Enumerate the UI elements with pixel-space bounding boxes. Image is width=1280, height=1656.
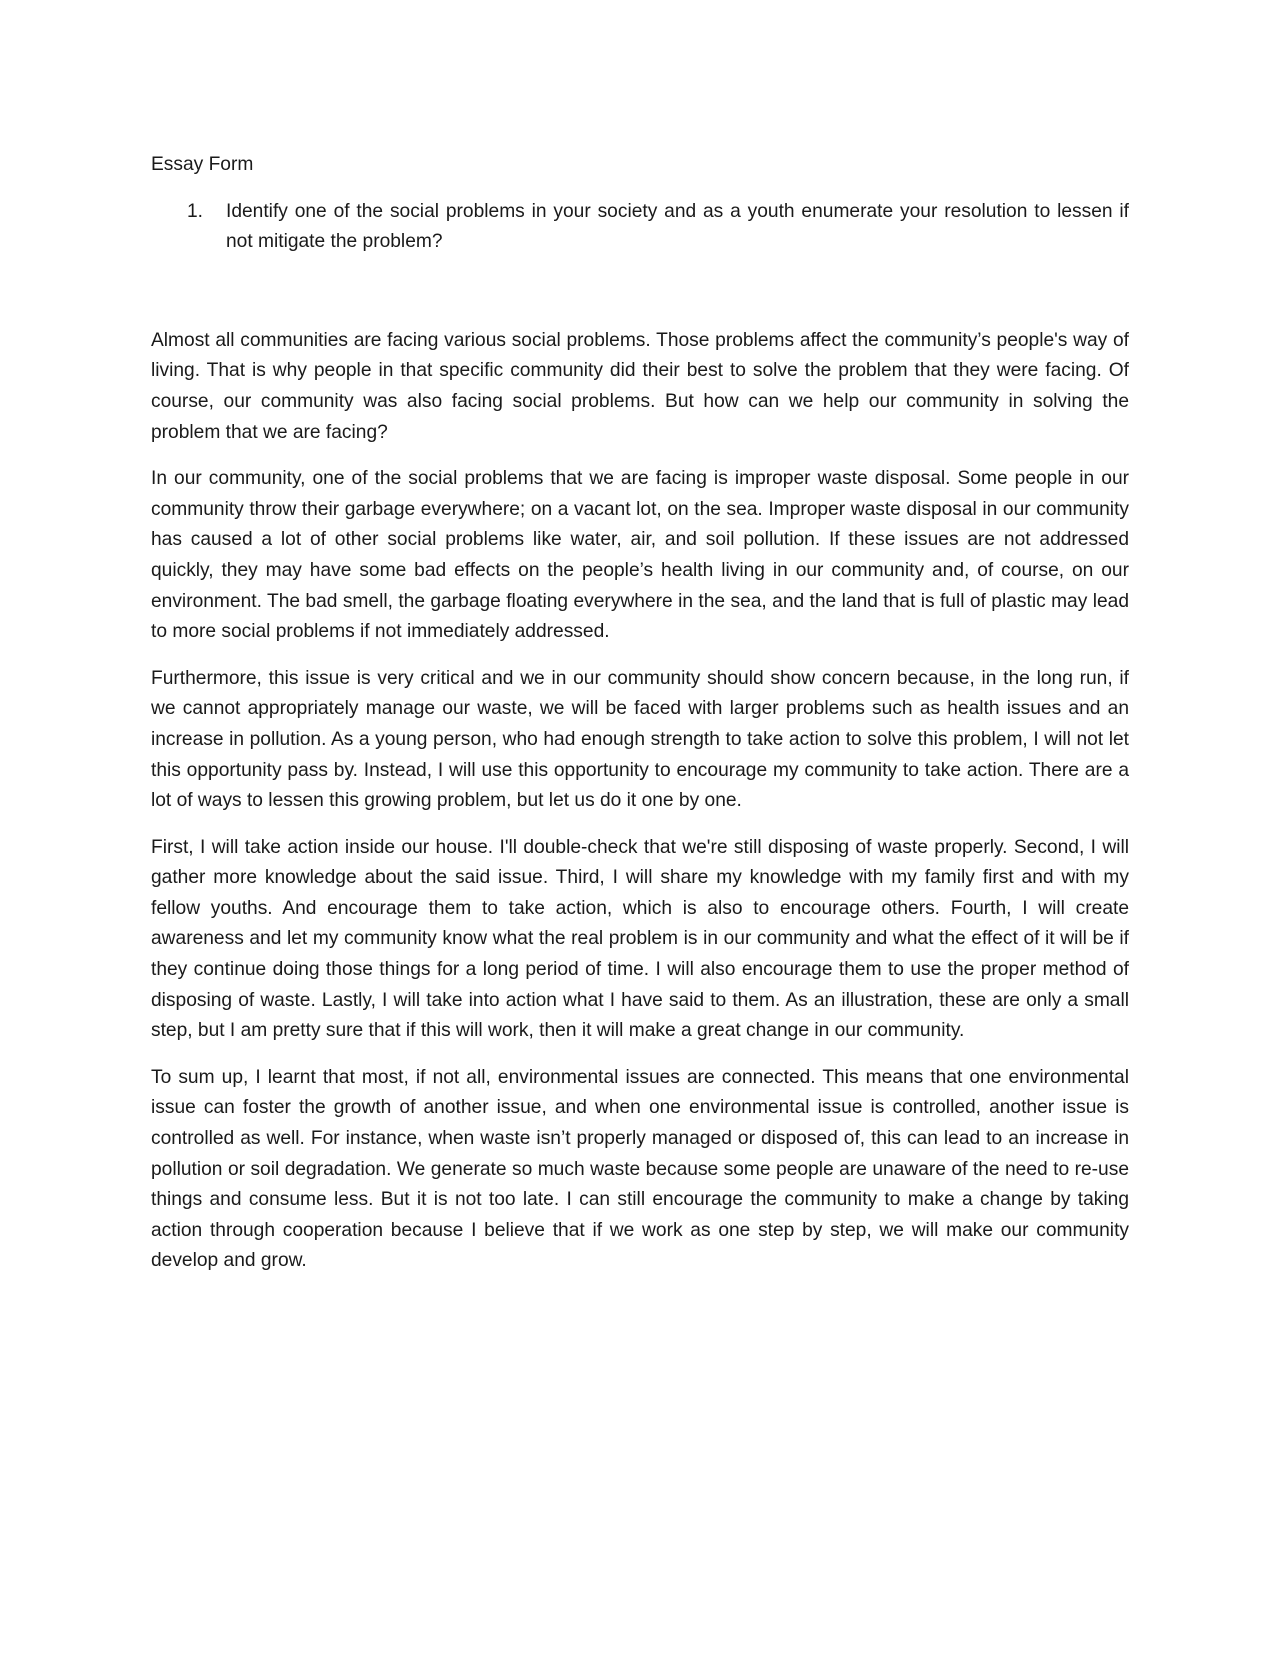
essay-paragraph: First, I will take action inside our house. I'll double-check that we're still disposing of waste properly. Second, I will gather more knowledge about the said issue. Third, I will share my knowledge with my family first and with my fellow youths. And encourage them to take action, which is also to encourage others. Fourth, I will create awareness and let my community know what the real problem is in our community and what the effect of it will be if they continue doing those things for a long period of time. I will also encourage them to use the proper method of disposing of waste. Lastly, I will take into action what I have said to them. As an illustration, these are only a small step, but I am pretty sure that if this will work, then it will make a great change in our community. <box>151 836 1129 1042</box>
document-heading: Essay Form <box>151 154 254 175</box>
question-text: Identify one of the social problems in your society and as a youth enumerate your resolution to lessen if not mitigate the problem? <box>226 200 1129 253</box>
essay-paragraph: Furthermore, this issue is very critical and we in our community should show concern because, in the long run, if we cannot appropriately manage our waste, we will be faced with larger problems such as health issues and an increase in pollution. As a young person, who had enough strength to take action to solve this problem, I will not let this opportunity pass by. Instead, I will use this opportunity to encourage my community to take action. There are a lot of ways to lessen this growing problem, but let us do it one by one. <box>151 667 1129 812</box>
essay-paragraph: In our community, one of the social problems that we are facing is improper waste disposal. Some people in our community throw their garbage everywhere; on a vacant lot, on the sea. Improper waste disposal in our community has caused a lot of other social problems like water, air, and soil pollution. If these issues are not addressed quickly, they may have some bad effects on the people’s health living in our community and, of course, on our environment. The bad smell, the garbage floating everywhere in the sea, and the land that is full of plastic may lead to more social problems if not immediately addressed. <box>151 468 1129 643</box>
essay-paragraph: To sum up, I learnt that most, if not all, environmental issues are connected. This means that one environmental issue can foster the growth of another issue, and when one environmental issue is controlled, another issue is controlled as well. For instance, when waste isn’t properly managed or disposed of, this can lead to an increase in pollution or soil degradation. We generate so much waste because some people are unaware of the need to re-use things and consume less. But it is not too late. I can still encourage the community to make a change by taking action through cooperation because I believe that if we work as one step by step, we will make our community develop and grow. <box>151 1066 1129 1272</box>
essay-paragraph: Almost all communities are facing various social problems. Those problems affect the community’s people's way of living. That is why people in that specific community did their best to solve the problem that they were facing. Of course, our community was also facing social problems. But how can we help our community in solving the problem that we are facing? <box>151 329 1129 443</box>
document-page <box>151 150 1129 1293</box>
question-number: 1. <box>187 200 204 222</box>
essay-body <box>151 326 1129 1277</box>
question-item <box>187 197 1129 258</box>
